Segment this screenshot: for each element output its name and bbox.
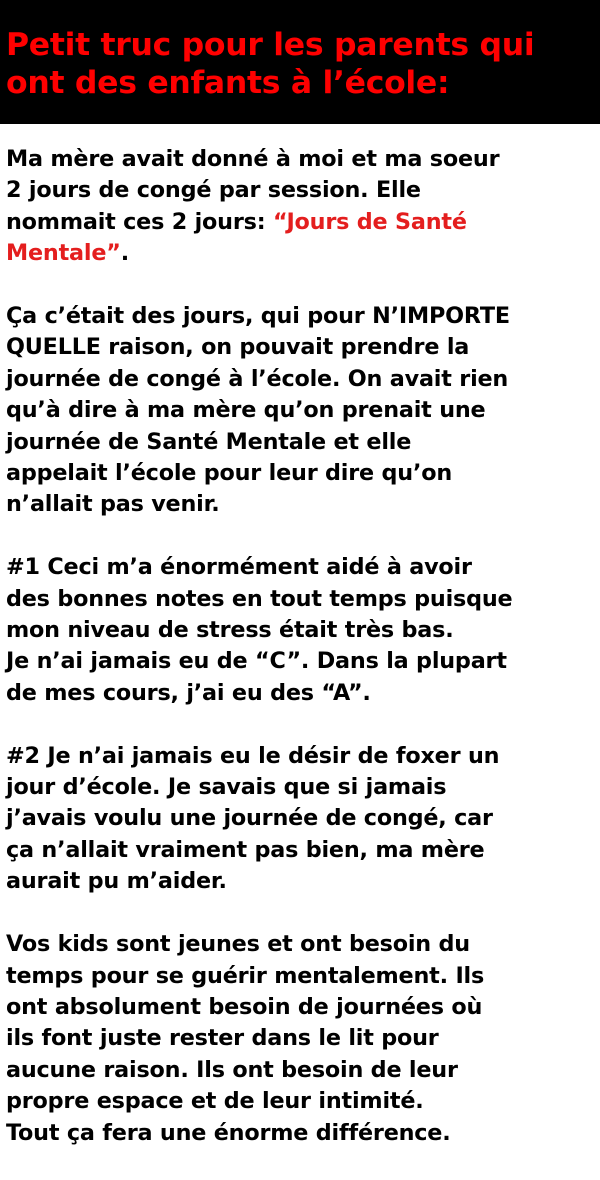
- text-line: #1 Ceci m’a énormément aidé à avoir: [6, 554, 472, 581]
- text-line: aucune raison. Ils ont besoin de leur: [6, 1056, 458, 1083]
- title-banner: [0, 0, 600, 124]
- article-body: [6, 144, 596, 1180]
- text-line: ont absolument besoin de journées où: [6, 993, 483, 1020]
- highlight-text: Mentale”: [6, 240, 121, 267]
- text-line: Ma mère avait donné à moi et ma soeur: [6, 146, 500, 172]
- text-line: 2 jours de congé par session. Elle: [6, 177, 421, 204]
- text-line: Je n’ai jamais eu de “C”. Dans la plupart: [6, 648, 507, 675]
- text-line: mon niveau de stress était très bas.: [6, 617, 454, 644]
- text-line: propre espace et de leur intimité.: [6, 1088, 424, 1115]
- text-line: #2 Je n’ai jamais eu le désir de foxer un: [6, 742, 500, 769]
- text-line: de mes cours, j’ai eu des “A”.: [6, 679, 371, 706]
- page-title: [6, 26, 600, 102]
- text-line: QUELLE raison, on pouvait prendre la: [6, 334, 470, 361]
- text-fragment: .: [120, 240, 129, 267]
- text-line: des bonnes notes en tout temps puisque: [6, 585, 513, 612]
- text-line: appelait l’école pour leur dire qu’on: [6, 460, 453, 487]
- text-line: journée de Santé Mentale et elle: [6, 428, 412, 455]
- highlight-text: “Jours de Santé: [273, 208, 467, 235]
- text-line: jour d’école. Je savais que si jamais: [6, 774, 447, 801]
- text-line: [6, 207, 596, 238]
- text-line: qu’à dire à ma mère qu’on prenait une: [6, 397, 486, 424]
- text-line: n’allait pas venir.: [6, 491, 220, 518]
- text-line: Vos kids sont jeunes et ont besoin du: [6, 931, 470, 958]
- title-line-1: Petit truc pour les parents qui: [6, 27, 535, 63]
- text-line: Tout ça fera une énorme différence.: [6, 1119, 451, 1146]
- text-line: journée de congé à l’école. On avait rien: [6, 365, 509, 392]
- text-line: ça n’allait vraiment pas bien, ma mère: [6, 836, 485, 863]
- title-line-2: ont des enfants à l’école:: [6, 65, 450, 101]
- text-fragment: nommait ces 2 jours:: [6, 208, 273, 235]
- paragraph-intro: [6, 144, 596, 270]
- paragraph-point-1: [6, 552, 596, 709]
- text-line: ils font juste rester dans le lit pour: [6, 1025, 439, 1052]
- text-line: temps pour se guérir mentalement. Ils: [6, 962, 485, 989]
- text-line: [6, 238, 596, 269]
- paragraph-explanation: [6, 301, 596, 521]
- text-line: j’avais voulu une journée de congé, car: [6, 805, 493, 832]
- paragraph-point-2: [6, 741, 596, 898]
- paragraph-conclusion: [6, 929, 596, 1149]
- text-line: Ça c’était des jours, qui pour N’IMPORTE: [6, 303, 510, 330]
- text-line: aurait pu m’aider.: [6, 868, 227, 895]
